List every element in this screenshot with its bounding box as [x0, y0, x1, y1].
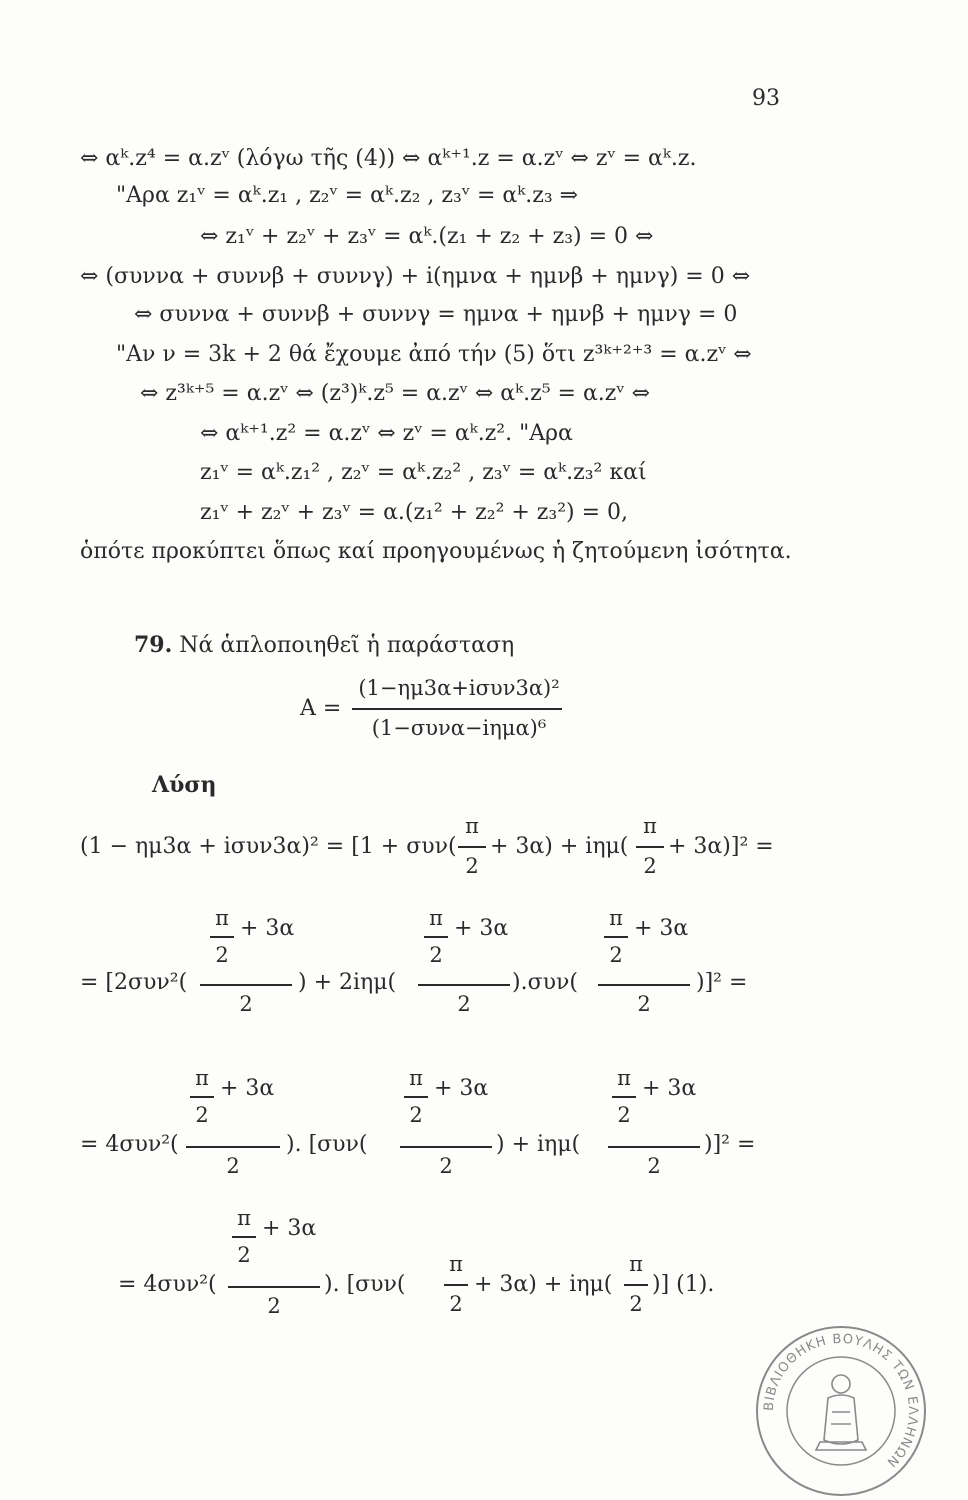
line2-c-den: 2 [637, 992, 651, 1016]
conclusion-text: ὁπότε προκύπτει ὅπως καί προηγουμένως ἡ ζητούμενη ἰσότητα. [80, 539, 792, 564]
line2-close-1: ) + 2iημ( [298, 970, 397, 995]
expression-numerator: (1−ημ3α+iσυν3α)² [358, 676, 560, 700]
line3-a-pi: π [195, 1066, 209, 1090]
line1-two-2: 2 [643, 854, 657, 878]
solution-line-1-mid: + 3α) + iημ( [490, 834, 629, 859]
line4-mid: + 3α) + iημ( [474, 1272, 613, 1297]
line1-bar-2 [636, 846, 664, 848]
line2-a-bigbar [200, 984, 292, 986]
line3-a-bigbar [186, 1146, 280, 1148]
line2-a-pi: π [215, 906, 229, 930]
equation-line-8: ⇔ αᵏ⁺¹.z² = α.zᵛ ⇔ zᵛ = αᵏ.z². "Αρα [200, 421, 573, 446]
solution-line-2-start: = [2συν²( [80, 970, 188, 995]
equation-line-9: z₁ᵛ = αᵏ.z₁² , z₂ᵛ = αᵏ.z₂² , z₃ᵛ = αᵏ.z₃² καί [200, 460, 647, 485]
stamp-inner-ring [787, 1357, 895, 1465]
line1-bar-1 [458, 846, 486, 848]
line2-c-inner: + 3α [634, 916, 689, 941]
line4-a-pi: π [237, 1206, 251, 1230]
expression-denominator: (1−συνα−iημα)⁶ [371, 716, 547, 740]
line3-a-den: 2 [226, 1154, 240, 1178]
equation-line-3: ⇔ z₁ᵛ + z₂ᵛ + z₃ᵛ = αᵏ.(z₁ + z₂ + z₃) = 0 ⇔ [200, 224, 654, 249]
line3-close-3: )]² = [704, 1132, 756, 1157]
solution-line-4-start: = 4συν²( [118, 1272, 217, 1297]
equation-line-4: ⇔ (συννα + συννβ + συννγ) + i(ημνα + ημνβ + ημνγ) = 0 ⇔ [80, 264, 751, 289]
line2-c-pi: π [609, 906, 623, 930]
line3-a-two: 2 [195, 1103, 209, 1127]
line3-close-1: ). [συν( [286, 1132, 368, 1157]
line3-c-pi: π [617, 1066, 631, 1090]
line3-b-two: 2 [409, 1103, 423, 1127]
line2-c-bigbar [598, 984, 690, 986]
solution-line-1-left: (1 − ημ3α + iσυν3α)² = [1 + συν( [80, 834, 457, 859]
line3-a-inner: + 3α [220, 1076, 275, 1101]
stamp-text-path: ΒΙΒΛΙΟΘΗΚΗ ΒΟΥΛΗΣ ΤΩΝ ΕΛΛΗΝΩΝ [761, 1331, 921, 1471]
line3-c-smallbar [612, 1096, 636, 1098]
equation-line-10: z₁ᵛ + z₂ᵛ + z₃ᵛ = α.(z₁² + z₂² + z₃²) = 0, [200, 500, 629, 525]
line2-c-smallbar [604, 936, 628, 938]
stamp-figure-icon [816, 1375, 866, 1450]
line2-c-two: 2 [609, 943, 623, 967]
line1-two-1: 2 [465, 854, 479, 878]
equation-line-6: "Αν ν = 3k + 2 θά ἔχουμε ἀπό τήν (5) ὅτι z³ᵏ⁺²⁺³ = α.zᵛ ⇔ [116, 342, 752, 367]
line1-pi-1: π [465, 814, 479, 838]
line4-a-den: 2 [267, 1294, 281, 1318]
line3-c-bigbar [608, 1146, 700, 1148]
line3-b-inner: + 3α [434, 1076, 489, 1101]
line3-b-pi: π [409, 1066, 423, 1090]
exercise-text: Νά ἁπλοποιηθεῖ ἡ παράσταση [179, 633, 515, 658]
line2-close-2: ).συν( [512, 970, 578, 995]
line4-a-inner: + 3α [262, 1216, 317, 1241]
line2-a-smallbar [210, 936, 234, 938]
line3-b-bigbar [400, 1146, 492, 1148]
line3-b-den: 2 [439, 1154, 453, 1178]
line4-b-two: 2 [449, 1292, 463, 1316]
solution-line-1-end: + 3α)]² = [668, 834, 774, 859]
stamp-outer-ring [757, 1327, 925, 1495]
line3-c-inner: + 3α [642, 1076, 697, 1101]
line3-close-2: ) + iημ( [496, 1132, 581, 1157]
equation-line-1: ⇔ αᵏ.z⁴ = α.zᵛ (λόγω τῆς (4)) ⇔ αᵏ⁺¹.z = α.zᵛ ⇔ zᵛ = αᵏ.z. [80, 146, 697, 171]
exercise-number: 79. [134, 632, 173, 658]
solution-line-3-start: = 4συν²( [80, 1132, 179, 1157]
line4-end: )] (1). [652, 1272, 715, 1297]
line2-b-bigbar [418, 984, 510, 986]
line2-a-two: 2 [215, 943, 229, 967]
line4-b-bar [444, 1284, 468, 1286]
line3-a-smallbar [190, 1096, 214, 1098]
line1-pi-2: π [643, 814, 657, 838]
line4-close-1: ). [συν( [324, 1272, 406, 1297]
line2-close-3: )]² = [696, 970, 748, 995]
line2-b-den: 2 [457, 992, 471, 1016]
line2-b-two: 2 [429, 943, 443, 967]
line2-a-den: 2 [239, 992, 253, 1016]
expression-lhs: A = [300, 696, 342, 721]
line4-c-two: 2 [629, 1292, 643, 1316]
line2-b-pi: π [429, 906, 443, 930]
equation-line-5: ⇔ συννα + συννβ + συννγ = ημνα + ημνβ + ημνγ = 0 [134, 302, 738, 327]
line4-b-pi: π [449, 1252, 463, 1276]
line4-a-bigbar [228, 1286, 320, 1288]
expression-fraction-bar [352, 708, 562, 710]
line2-a-inner: + 3α [240, 916, 295, 941]
exercise-statement [134, 630, 514, 661]
solution-heading: Λύση [152, 772, 217, 798]
line3-c-two: 2 [617, 1103, 631, 1127]
page-number: 93 [752, 86, 780, 111]
equation-line-2: "Αρα z₁ᵛ = αᵏ.z₁ , z₂ᵛ = αᵏ.z₂ , z₃ᵛ = αᵏ.z₃ ⇒ [116, 183, 579, 208]
line3-c-den: 2 [647, 1154, 661, 1178]
line2-b-inner: + 3α [454, 916, 509, 941]
library-stamp [752, 1322, 930, 1500]
line2-b-smallbar [424, 936, 448, 938]
line4-a-smallbar [232, 1236, 256, 1238]
line3-b-smallbar [404, 1096, 428, 1098]
equation-line-7: ⇔ z³ᵏ⁺⁵ = α.zᵛ ⇔ (z³)ᵏ.z⁵ = α.zᵛ ⇔ αᵏ.z⁵ = α.zᵛ ⇔ [140, 381, 651, 406]
line4-c-pi: π [629, 1252, 643, 1276]
line4-c-bar [624, 1284, 648, 1286]
line4-a-two: 2 [237, 1243, 251, 1267]
